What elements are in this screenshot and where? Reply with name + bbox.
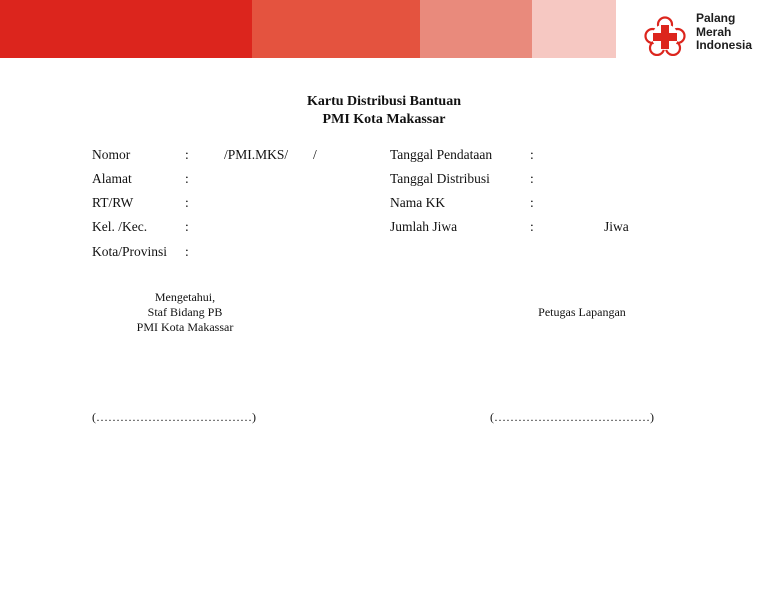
field-jumlah-jiwa-colon: :	[530, 219, 534, 234]
field-kelkec-colon: :	[185, 219, 189, 234]
field-rtrw-colon: :	[185, 195, 189, 210]
band-segment-1	[0, 0, 252, 58]
pmi-logo	[618, 0, 768, 72]
field-tanggal-distribusi-label: Tanggal Distribusi	[390, 171, 490, 186]
document-subtitle: PMI Kota Makassar	[322, 112, 446, 127]
band-segment-3	[420, 0, 532, 58]
field-alamat-label: Alamat	[92, 171, 132, 186]
signature-left-line-1: Mengetahui,	[154, 290, 216, 304]
signature-right-placeholder: (…………………………………)	[490, 410, 654, 424]
field-nama-kk-colon: :	[530, 195, 534, 210]
logo-line-2: Merah	[696, 24, 732, 39]
signature-left-block	[110, 290, 260, 335]
field-nomor-colon: :	[185, 147, 189, 162]
field-nomor-label: Nomor	[92, 147, 131, 162]
field-kotaprovinsi-colon: :	[185, 244, 189, 259]
signature-right-line-1: Petugas Lapangan	[538, 305, 626, 319]
signature-left-line-2: Staf Bidang PB	[147, 305, 223, 319]
field-tanggal-pendataan-colon: :	[530, 147, 534, 162]
logo-line-1: Palang	[696, 11, 736, 25]
field-jumlah-jiwa-unit: Jiwa	[604, 219, 629, 234]
field-nomor-suffix: /	[313, 147, 317, 162]
field-alamat-colon: :	[185, 171, 189, 186]
logo-wordmark	[696, 12, 752, 53]
field-kotaprovinsi-label: Kota/Provinsi	[92, 244, 168, 259]
field-kelkec-label: Kel. /Kec.	[92, 219, 148, 234]
band-segment-2	[252, 0, 420, 58]
document-title: Kartu Distribusi Bantuan	[306, 94, 462, 109]
field-jumlah-jiwa-label: Jumlah Jiwa	[390, 219, 458, 234]
field-tanggal-pendataan-label: Tanggal Pendataan	[390, 147, 493, 162]
signature-right-block	[512, 305, 652, 320]
signature-left-placeholder: (…………………………………)	[92, 410, 256, 424]
signature-left-line-3: PMI Kota Makassar	[136, 320, 234, 334]
band-segment-4	[532, 0, 616, 58]
red-cross-flower-icon	[644, 16, 686, 56]
field-nomor-value: /PMI.MKS/	[224, 147, 289, 162]
field-nama-kk-label: Nama KK	[390, 195, 446, 210]
field-tanggal-distribusi-colon: :	[530, 171, 534, 186]
field-rtrw-label: RT/RW	[92, 195, 134, 210]
logo-line-3: Indonesia	[696, 38, 753, 52]
